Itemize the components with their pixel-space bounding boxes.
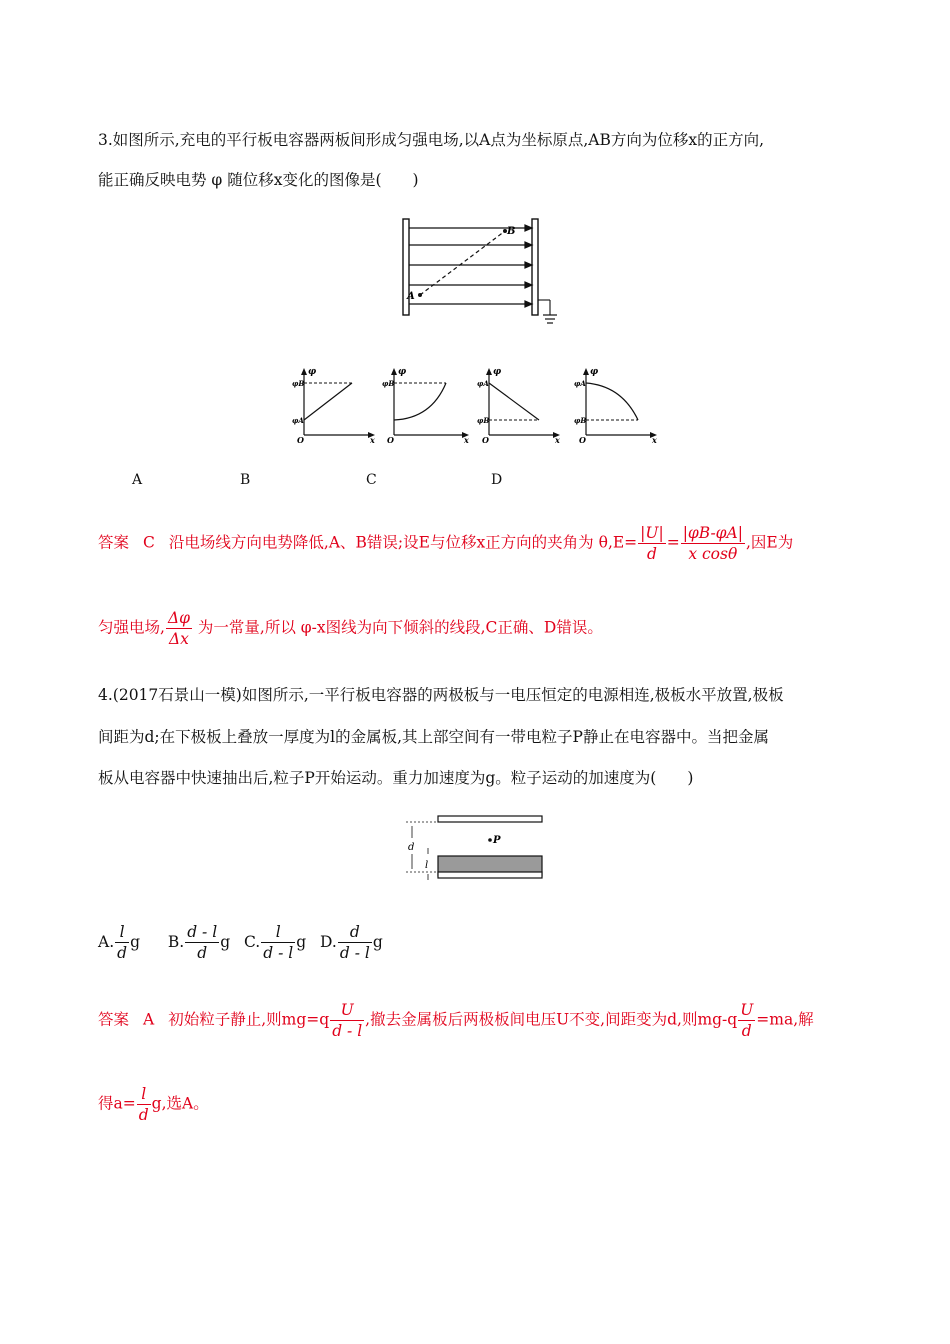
- x-axis-label: x: [464, 435, 469, 445]
- lower-level-label: φB: [477, 416, 490, 425]
- answer-text: 初始粒子静止,则mg=q: [168, 1010, 330, 1029]
- fraction-denominator: d: [197, 944, 208, 962]
- q3-line-1: 3.如图所示,充电的平行板电容器两板间形成匀强电场,以A点为坐标原点,AB方向为位移x的正方向,: [98, 131, 765, 149]
- q4-options: [98, 922, 383, 963]
- phi-axis-label: φ: [398, 367, 407, 377]
- q3-option-a[interactable]: A: [132, 472, 143, 488]
- answer-text: 匀强电场,: [98, 618, 165, 637]
- q4-option-d[interactable]: [320, 923, 383, 962]
- option-label: C.: [244, 932, 261, 951]
- point-b-label: B: [507, 226, 516, 237]
- upper-level-label: φB: [292, 379, 305, 388]
- fraction-denominator: d: [741, 1022, 752, 1040]
- fraction-u-over-d-minus-l: [330, 1000, 364, 1041]
- x-axis-label: x: [370, 435, 375, 445]
- upper-level-label: φA: [477, 379, 489, 388]
- thickness-l-label: l: [425, 860, 429, 871]
- graph-option-b: [380, 365, 475, 445]
- fraction-denominator: x cosθ: [688, 545, 738, 563]
- q3-line-2: 能正确反映电势 φ 随位移x变化的图像是( ): [98, 171, 419, 189]
- fraction-numerator: l: [261, 922, 295, 943]
- fraction-u-over-d: [738, 1000, 755, 1041]
- origin-label: O: [387, 435, 394, 445]
- fraction-denominator: d: [646, 545, 657, 563]
- origin-label: O: [482, 435, 489, 445]
- answer-text: 为一常量,所以 φ-x图线为向下倾斜的线段,C正确、D错误。: [192, 618, 603, 637]
- particle-p-label: P: [493, 835, 501, 846]
- q4-option-b[interactable]: [167, 923, 231, 962]
- graph-option-a: [290, 365, 380, 445]
- gap-d-label: d: [408, 842, 415, 853]
- fraction-denominator: d - l: [339, 944, 370, 962]
- fraction-denominator: d - l: [332, 1022, 363, 1040]
- a3-line-1: [98, 523, 793, 564]
- fraction-abs-u-over-d: [638, 523, 666, 564]
- answer-text: =ma,解: [756, 1010, 814, 1029]
- option-fraction: [185, 922, 219, 963]
- fraction-dphi-dx: [166, 608, 192, 649]
- option-label: D.: [320, 932, 337, 951]
- fraction-numerator: l: [115, 922, 129, 943]
- fraction-numerator: l: [137, 1084, 151, 1105]
- answer-choice: C: [143, 533, 155, 552]
- fraction-denominator: Δx: [168, 630, 189, 648]
- lower-level-label: φB: [574, 416, 587, 425]
- q4-line-3: 板从电容器中快速抽出后,粒子P开始运动。重力加速度为g。粒子运动的加速度为( ): [98, 769, 694, 787]
- capacitor-field-figure: [395, 215, 570, 330]
- fraction-numerator: U: [740, 1001, 754, 1019]
- option-fraction: [261, 922, 295, 963]
- graph-option-c: [475, 365, 565, 445]
- q3-option-c[interactable]: C: [366, 472, 377, 488]
- answer-text: ,撤去金属板后两极板间电压U不变,间距变为d,则mg-q: [365, 1010, 738, 1029]
- answer-text: 沿电场线方向电势降低,A、B错误;设E与位移x正方向的夹角为 θ,E=: [168, 533, 638, 552]
- origin-label: O: [297, 435, 304, 445]
- q4-line-1: 4.(2017石景山一模)如图所示,一平行板电容器的两极板与一电压恒定的电源相连,极板水平放置,极板: [98, 686, 784, 704]
- option-suffix: g: [220, 932, 231, 951]
- fraction-potential-difference: [681, 523, 745, 564]
- q4-line-2: 间距为d;在下极板上叠放一厚度为l的金属板,其上部空间有一带电粒子P静止在电容器中。当把金属: [98, 728, 769, 746]
- origin-label: O: [579, 435, 586, 445]
- fraction-numerator: Δφ: [167, 609, 190, 627]
- answer-text: 得a=: [98, 1094, 136, 1113]
- fraction-numerator: d - l: [187, 923, 218, 941]
- phi-axis-label: φ: [590, 367, 599, 377]
- answer-choice: A: [143, 1010, 155, 1029]
- fraction-denominator: d - l: [263, 944, 294, 962]
- fraction-l-over-d: [137, 1084, 151, 1125]
- upper-level-label: φA: [574, 379, 586, 388]
- option-label: A.: [98, 932, 115, 951]
- fraction-numerator: d: [338, 922, 372, 943]
- fraction-numerator: |U|: [640, 524, 664, 542]
- q4-option-a[interactable]: [98, 923, 140, 962]
- option-suffix: g: [372, 932, 383, 951]
- q4-option-c[interactable]: [244, 923, 307, 962]
- a4-line-2: [98, 1084, 209, 1125]
- option-suffix: g: [130, 932, 140, 951]
- x-axis-label: x: [652, 435, 657, 445]
- q3-option-d[interactable]: D: [491, 472, 503, 488]
- a4-line-1: [98, 1000, 814, 1041]
- answer-prefix: 答案: [98, 1010, 130, 1029]
- capacitor-metal-plate-figure: [400, 812, 550, 884]
- upper-level-label: φB: [382, 379, 395, 388]
- equals-sign: =: [666, 533, 680, 552]
- graph-option-d: [572, 365, 662, 445]
- fraction-denominator: d: [138, 1106, 149, 1124]
- answer-text: ,因E为: [745, 533, 794, 552]
- q3-option-b[interactable]: B: [240, 472, 251, 488]
- option-fraction: [115, 922, 129, 963]
- option-suffix: g: [296, 932, 307, 951]
- fraction-denominator: d: [117, 944, 128, 962]
- fraction-numerator: |φB-φA|: [682, 524, 743, 542]
- point-a-label: A: [407, 291, 415, 302]
- phi-axis-label: φ: [493, 367, 502, 377]
- option-fraction: [338, 922, 372, 963]
- lower-level-label: φA: [292, 416, 304, 425]
- x-axis-label: x: [555, 435, 560, 445]
- phi-axis-label: φ: [308, 367, 317, 377]
- a3-line-2: [98, 608, 603, 649]
- answer-text: g,选A。: [151, 1094, 209, 1113]
- option-label: B.: [167, 932, 185, 951]
- answer-prefix: 答案: [98, 533, 130, 552]
- fraction-numerator: U: [330, 1000, 364, 1021]
